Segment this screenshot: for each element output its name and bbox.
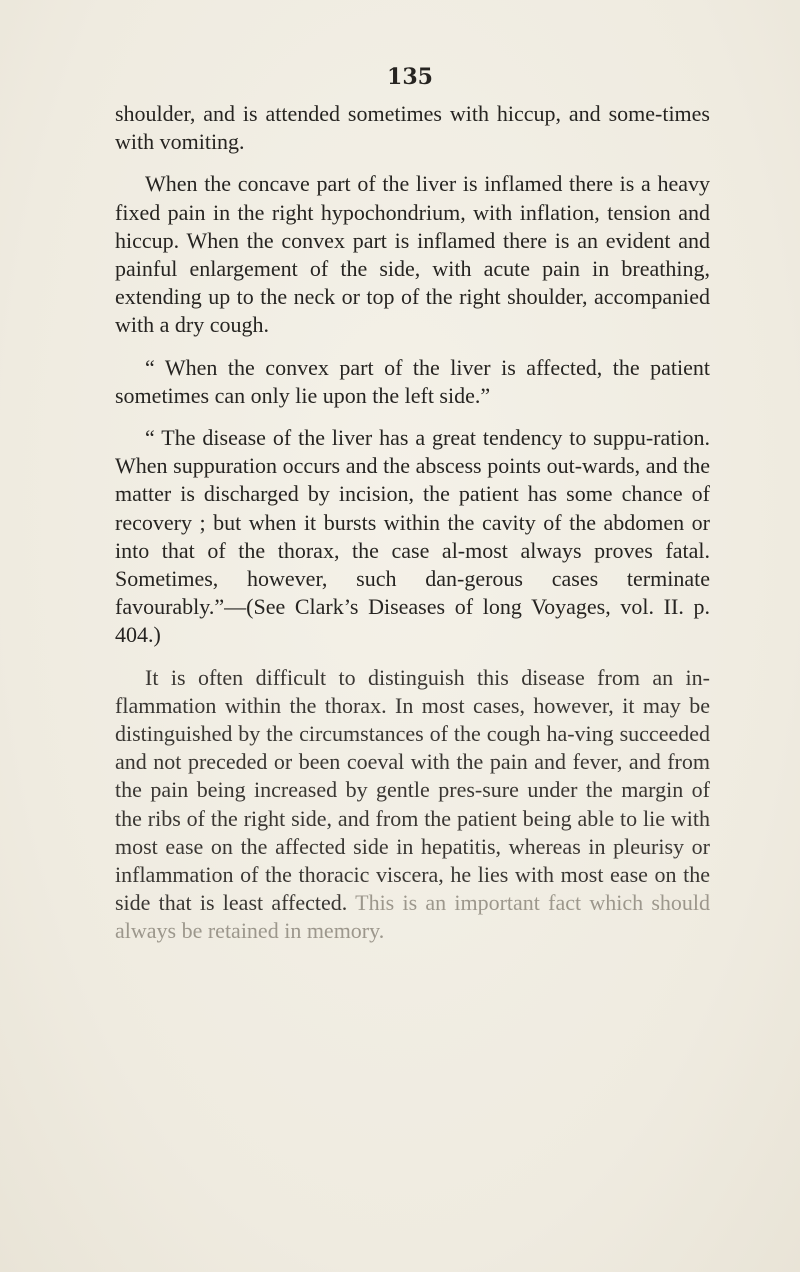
paragraph-quote-left-side: “ When the convex part of the liver is affected, the patient sometimes can only lie upon the left side.”	[115, 354, 710, 408]
paragraph-liver-inflammation: When the concave part of the liver is inflamed there is a heavy fixed pain in the right hypochondrium, with inflation, tension and hiccup. When the convex part is inflamed there is an evident and painful enlargement of the side, with acute pain in breathing, extending up to the neck or top of the right shoulder, accompanied with a dry cough.	[115, 171, 710, 338]
paragraph-quote-suppuration: “ The disease of the liver has a great tendency to suppu-ration. When suppuration occurs and the abscess points out-wards, and the matter is discharged by incision, the patient has some chance of recovery ; but when it bursts within the cavity of the abdomen or into that of the thorax, the case al-most always proves fatal. Sometimes, however, such dan-gerous cases terminate favourably.”—(See Clark’s Diseases of long Voyages, vol. II. p. 404.)	[115, 425, 710, 648]
paragraph-diagnosis	[115, 664, 710, 946]
paragraph-continuation: shoulder, and is attended sometimes with hiccup, and some-times with vomiting.	[115, 101, 710, 155]
diagnosis-text: It is often difficult to distinguish this disease from an in-flammation within the thorax. In most cases, however, it may be distinguished by the circumstances of the cough ha-ving succeeded and not preceded or been coeval with the pain and fever, and from the pain being increased by gentle pres-sure under the margin of the ribs of the right side, and from the patient being able to lie with most ease on the affected side in hepatitis, whereas in pleurisy or inflammation of the thoracic viscera, he lies with most ease on the side that is least affected.	[115, 664, 710, 916]
closing-sentence: This is an important fact which should always be retained in memory.	[115, 890, 711, 944]
body-text	[115, 100, 710, 960]
page-number: 135	[387, 64, 433, 90]
